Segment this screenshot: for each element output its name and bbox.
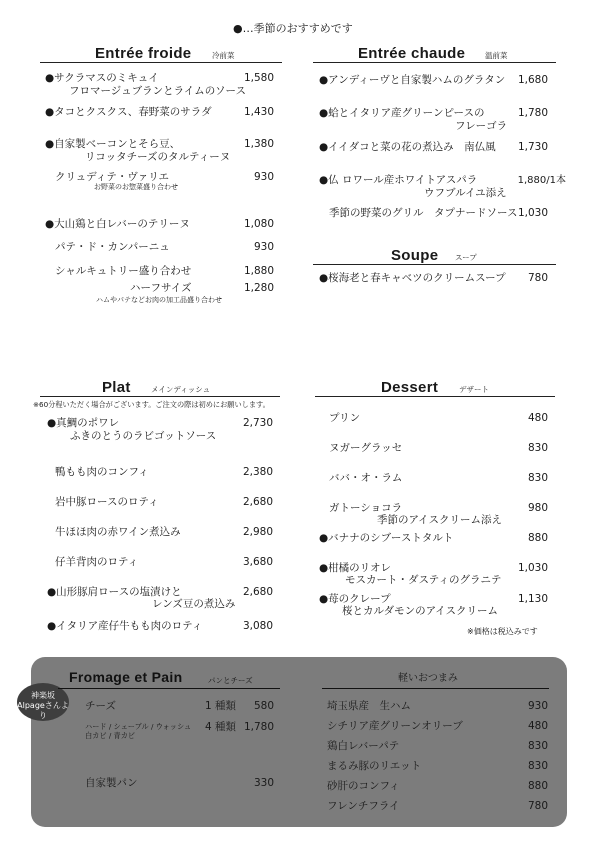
entree-chaude-subtitle: 温前菜 (485, 51, 508, 60)
cheese-label: チーズ (85, 700, 116, 712)
entree-froide-subtitle: 冷前菜 (212, 51, 235, 60)
snack-item-price: 830 (527, 760, 548, 772)
bread-price: 330 (253, 777, 274, 789)
badge-line-2: Alpageさんより (17, 701, 69, 720)
menu-item-price: 1,080 (243, 218, 274, 230)
snacks-title: 軽いおつまみ (398, 673, 458, 684)
menu-item-name: ●大山鶏と白レバーのテリーヌ (45, 218, 190, 230)
snack-item-price: 880 (527, 780, 548, 792)
menu-item-price: 2,680 (242, 496, 273, 508)
menu-item-name: プリン (329, 412, 361, 424)
menu-item-name: 仔羊背肉のロティ (55, 556, 139, 568)
soupe-subtitle: スープ (455, 253, 477, 262)
cheese-price-4: 1,780 (243, 721, 274, 733)
entree-chaude-title: Entrée chaude (358, 45, 466, 62)
menu-item-name: ●桜海老と春キャベツのクリームスープ (319, 272, 506, 284)
plat-title: Plat (102, 379, 131, 396)
menu-item-price: 780 (527, 272, 548, 284)
snack-item-price: 930 (527, 700, 548, 712)
snack-item-price: 780 (527, 800, 548, 812)
cheese-types-2: 白カビ / 青カビ (85, 731, 136, 740)
snack-item-name: まるみ豚のリエット (327, 760, 422, 772)
menu-item-desc: フロマージュブランとライムのソース (69, 85, 247, 97)
menu-item-price: 3,680 (242, 556, 273, 568)
menu-item-name: シャルキュトリー盛り合わせ (55, 265, 192, 277)
menu-item-name: ●自家製ベーコンとそら豆、 (45, 138, 181, 150)
bread-label: 自家製パン (85, 777, 138, 789)
menu-item-price: 1,380 (243, 138, 274, 150)
menu-item-name: ヌガーグラッセ (329, 442, 403, 454)
menu-item-name: ●タコとクスクス、春野菜のサラダ (45, 106, 212, 118)
menu-item-price: 2,380 (242, 466, 273, 478)
snack-item-name: シチリア産グリーンオリーブ (327, 720, 463, 732)
menu-item-price: 1,880 (243, 265, 274, 277)
menu-item-name: パテ・ド・カンパーニュ (55, 241, 170, 253)
menu-item-desc: レンズ豆の煮込み (152, 598, 236, 610)
menu-item-price: 2,680 (242, 586, 273, 598)
menu-item-desc: モスカート・ダスティのグラニテ (345, 574, 502, 586)
menu-item-price: 1,780 (517, 107, 548, 119)
menu-item-name: 岩中豚ロースのロティ (55, 496, 159, 508)
entree-froide-rule (40, 62, 282, 63)
menu-item-name: ●イイダコと菜の花の煮込み 南仏風 (319, 141, 496, 153)
menu-item-name: ●苺のクレープ (319, 593, 391, 605)
cheese-price-1: 580 (253, 700, 274, 712)
badge-line-1: 神楽坂 (31, 691, 55, 700)
snack-item-price: 830 (527, 740, 548, 752)
menu-item-price: 1,680 (517, 74, 548, 86)
soupe-rule (313, 264, 556, 265)
menu-item-price: 1,430 (243, 106, 274, 118)
menu-item-name: ババ・オ・ラム (329, 472, 403, 484)
menu-item-name: ●山形豚肩ロースの塩漬けと (47, 586, 182, 598)
fromage-subtitle: パンとチーズ (208, 676, 253, 685)
menu-item-price: 480 (527, 412, 548, 424)
menu-item-name: 牛ほほ肉の赤ワイン煮込み (55, 526, 181, 538)
menu-item-price: 830 (527, 472, 548, 484)
entree-chaude-rule (313, 62, 556, 63)
menu-item-desc: ふきのとうのラビゴットソース (70, 430, 217, 442)
cheese-qty-1: 1 種類 (205, 700, 237, 712)
snack-item-name: 鶏白レバーパテ (327, 740, 400, 752)
dessert-rule (315, 396, 555, 397)
dessert-subtitle: デザート (459, 385, 489, 394)
menu-item-price: 1,730 (517, 141, 548, 153)
menu-item-price: 1,130 (517, 593, 548, 605)
menu-item-name: クリュディテ・ヴァリエ (55, 171, 170, 183)
menu-item-price: 2,730 (242, 417, 273, 429)
menu-item-desc: 桜とカルダモンのアイスクリーム (342, 605, 499, 617)
menu-item-name: ガトーショコラ (329, 502, 403, 514)
fromage-title: Fromage et Pain (69, 669, 183, 685)
fromage-rule (58, 688, 280, 689)
menu-item-desc: フレーゴラ (455, 120, 508, 132)
menu-item-desc: お野菜のお惣菜盛り合わせ (94, 183, 178, 191)
menu-item-name: ●仏 ロワール産ホワイトアスパラ (319, 174, 478, 186)
menu-item-name: 季節の野菜のグリル タプナードソース (329, 207, 518, 219)
snack-item-name: フレンチフライ (327, 800, 400, 812)
menu-item-name: 鴨もも肉のコンフィ (55, 466, 149, 478)
menu-item-name: ●真鯛のポワレ (47, 417, 120, 429)
plat-rule (40, 396, 280, 397)
menu-item-price: 1,580 (243, 72, 274, 84)
snacks-rule (322, 688, 549, 689)
menu-item-price: 1,030 (517, 562, 548, 574)
snack-item-name: 埼玉県産 生ハム (327, 700, 411, 712)
menu-item-price: 980 (527, 502, 548, 514)
menu-item-price: 2,980 (242, 526, 273, 538)
menu-item-price: 1,880/1本 (517, 175, 566, 186)
menu-item-name: ●アンディーヴと自家製ハムのグラタン (319, 74, 506, 86)
cheese-qty-4: 4 種類 (205, 721, 237, 733)
menu-item-desc: 季節のアイスクリーム添え (377, 514, 502, 526)
seasonal-note: ●…季節のおすすめです (233, 22, 353, 35)
menu-item-name: ●バナナのシブーストタルト (319, 532, 454, 544)
menu-item-price: 1,030 (517, 207, 548, 219)
menu-item-price: 930 (253, 241, 274, 253)
menu-item-price: 3,080 (242, 620, 273, 632)
menu-item-name: ●サクラマスのミキュイ (45, 72, 159, 84)
soupe-title: Soupe (391, 247, 439, 264)
menu-item-price: 830 (527, 442, 548, 454)
menu-item-price: 880 (527, 532, 548, 544)
menu-item-desc: リコッタチーズのタルティーヌ (85, 151, 231, 163)
cheese-types: ハード / シェーブル / ウォッシュ (85, 722, 192, 731)
plat-order-note: ※60分程いただく場合がございます。ご注文の際は初めにお願いします。 (33, 400, 270, 409)
menu-item-name: ハーフサイズ (130, 282, 192, 294)
menu-item-desc: ウフブルイユ添え (424, 187, 507, 199)
dessert-title: Dessert (381, 379, 439, 396)
entree-froide-title: Entrée froide (95, 45, 192, 62)
snack-item-price: 480 (527, 720, 548, 732)
menu-item-name: ●イタリア産仔牛もも肉のロティ (47, 620, 203, 632)
menu-item-price: 930 (253, 171, 274, 183)
snack-item-name: 砂肝のコンフィ (327, 780, 400, 792)
charcuterie-footnote: ハムやパテなどお肉の加工品盛り合わせ (96, 296, 222, 304)
menu-item-name: ●蛤とイタリア産グリーンピースの (319, 107, 485, 119)
plat-subtitle: メインディッシュ (151, 385, 211, 394)
tax-note: ※価格は税込みです (467, 627, 538, 636)
menu-item-name: ●柑橘のリオレ (319, 562, 392, 574)
menu-item-price: 1,280 (243, 282, 274, 294)
